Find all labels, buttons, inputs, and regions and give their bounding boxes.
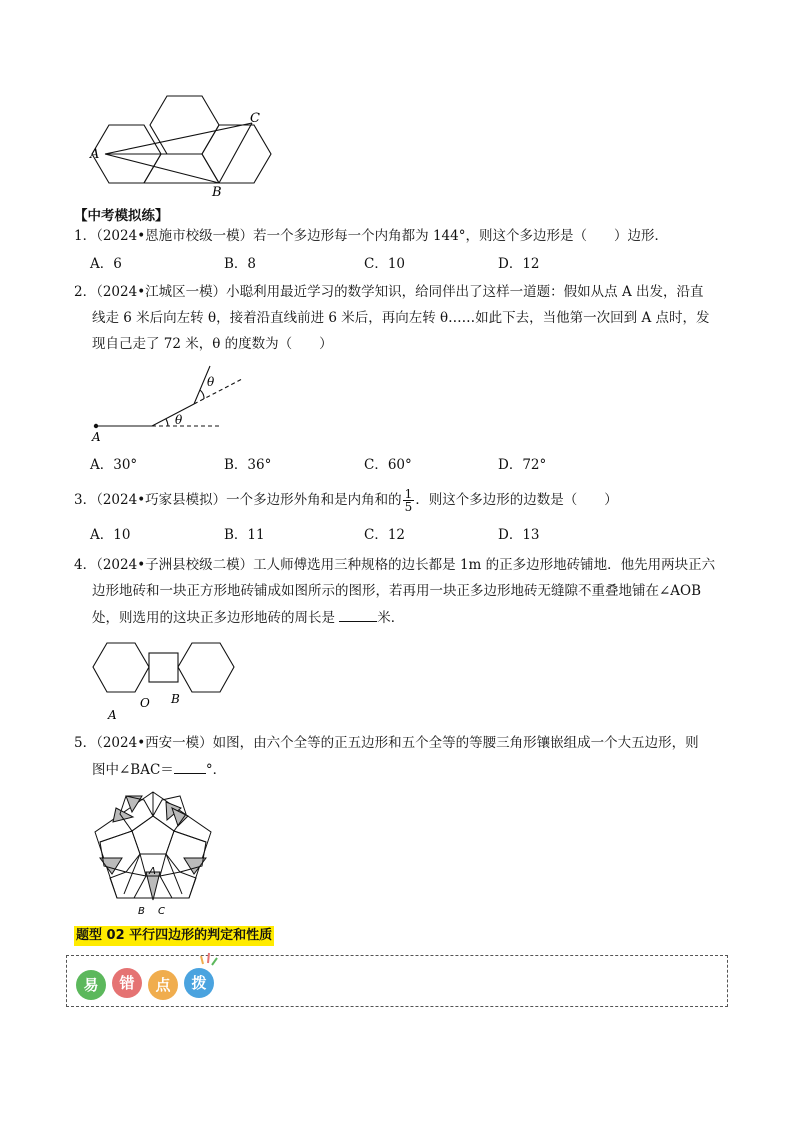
- q3-option-c: C．12: [364, 527, 406, 543]
- square-tile: [149, 653, 178, 682]
- q2-option-c: C．60°: [364, 457, 412, 473]
- question-3-text: [74, 488, 618, 513]
- label-b: B: [212, 185, 222, 198]
- q2-label-theta-1: θ: [175, 413, 183, 427]
- q2-option-a: A．30°: [90, 457, 138, 473]
- tip-box: [66, 955, 728, 1007]
- section-title: 【中考模拟练】: [74, 208, 169, 224]
- quad-bottom: [144, 154, 219, 183]
- tip-badge-3: 点: [148, 970, 178, 1000]
- q3-frac-den: 5: [404, 500, 413, 514]
- question-1-text: 1．（2024•恩施市校级一模）若一个多边形每一个内角都为 144°，则这个多边形是（ ）边形．: [74, 228, 668, 244]
- q4-label-a: A: [108, 708, 117, 722]
- pentagon-figure: [86, 786, 220, 920]
- q3-option-d: D．13: [498, 527, 540, 543]
- question-2-line-1: 2．（2024•江城区一模）小聪利用最近学习的数学知识，给同伴出了这样一道题：假如从点 A 出发，沿直: [74, 284, 704, 300]
- tip-badge-1: 易: [76, 970, 106, 1000]
- q4-line3-before: 处，则选用的这块正多边形地砖的周长是: [92, 610, 340, 626]
- tile-figure: [84, 638, 244, 724]
- question-5-line-1: 5．（2024•西安一模）如图，由六个全等的正五边形和五个全等的等腰三角形镶嵌组成一个大五边形，则: [74, 735, 699, 751]
- hexagon-tile-left: [93, 643, 149, 692]
- hexagon-figure: [80, 88, 280, 198]
- label-c: C: [250, 111, 260, 126]
- q2-option-d: D．72°: [498, 457, 547, 473]
- q2-label-theta-2: θ: [207, 375, 215, 389]
- section-heading: 题型 02 平行四边形的判定和性质: [74, 926, 274, 946]
- q4-label-o: O: [140, 696, 150, 710]
- q4-answer-blank: [339, 607, 377, 622]
- q1-option-a: A．6: [90, 256, 122, 272]
- q5-line2-before: 图中∠BAC＝: [92, 762, 174, 778]
- question-5-line-2: [92, 759, 226, 780]
- question-4-line-3: [92, 607, 404, 628]
- tip-badge-2: 错: [112, 968, 142, 998]
- q3-option-b: B．11: [224, 527, 265, 543]
- q1-option-d: D．12: [498, 256, 540, 272]
- question-4-line-2: 边形地砖和一块正方形地砖铺成如图所示的图形，若再用一块正多边形地砖无缝隙不重叠地铺在∠AOB: [92, 583, 702, 599]
- q4-label-b: B: [171, 692, 180, 706]
- q3-text-after: ．则这个多边形的边数是（ ）: [415, 492, 618, 508]
- q5-answer-blank: [174, 759, 206, 774]
- q2-option-b: B．36°: [224, 457, 272, 473]
- q5-label-a: A: [149, 866, 156, 877]
- question-2-line-3: 现自己走了 72 米，θ 的度数为（ ）: [92, 336, 333, 352]
- q3-text-before: 3．（2024•巧家县模拟）一个多边形外角和是内角和的: [74, 492, 402, 508]
- q2-label-a: A: [92, 430, 101, 444]
- hexagon-tile-right: [178, 643, 234, 692]
- sparkle-icon: [199, 950, 219, 968]
- q1-option-b: B．8: [224, 256, 257, 272]
- q4-line3-after: 米．: [377, 610, 405, 626]
- q1-option-c: C．10: [364, 256, 406, 272]
- hexagon-top: [150, 96, 219, 154]
- q3-frac-num: 1: [404, 487, 413, 501]
- q5-label-c: C: [158, 906, 165, 917]
- label-a: A: [90, 147, 100, 162]
- question-4-line-1: 4．（2024•子洲县校级二模）工人师傅选用三种规格的边长都是 1m 的正多边形地砖铺地．他先用两块正六: [74, 557, 716, 573]
- q5-line2-after: °．: [205, 762, 227, 778]
- q5-label-b: B: [138, 906, 145, 917]
- question-2-line-2: 线走 6 米后向左转 θ，接着沿直线前进 6 米后，再向左转 θ……如此下去，当他第一次回到 A 点时，发: [92, 310, 710, 326]
- hexagon-right: [202, 125, 271, 183]
- q3-option-a: A．10: [90, 527, 131, 543]
- tip-badge-4: 拨: [184, 968, 214, 998]
- turning-path-figure: [86, 362, 256, 444]
- q3-fraction: [403, 488, 415, 513]
